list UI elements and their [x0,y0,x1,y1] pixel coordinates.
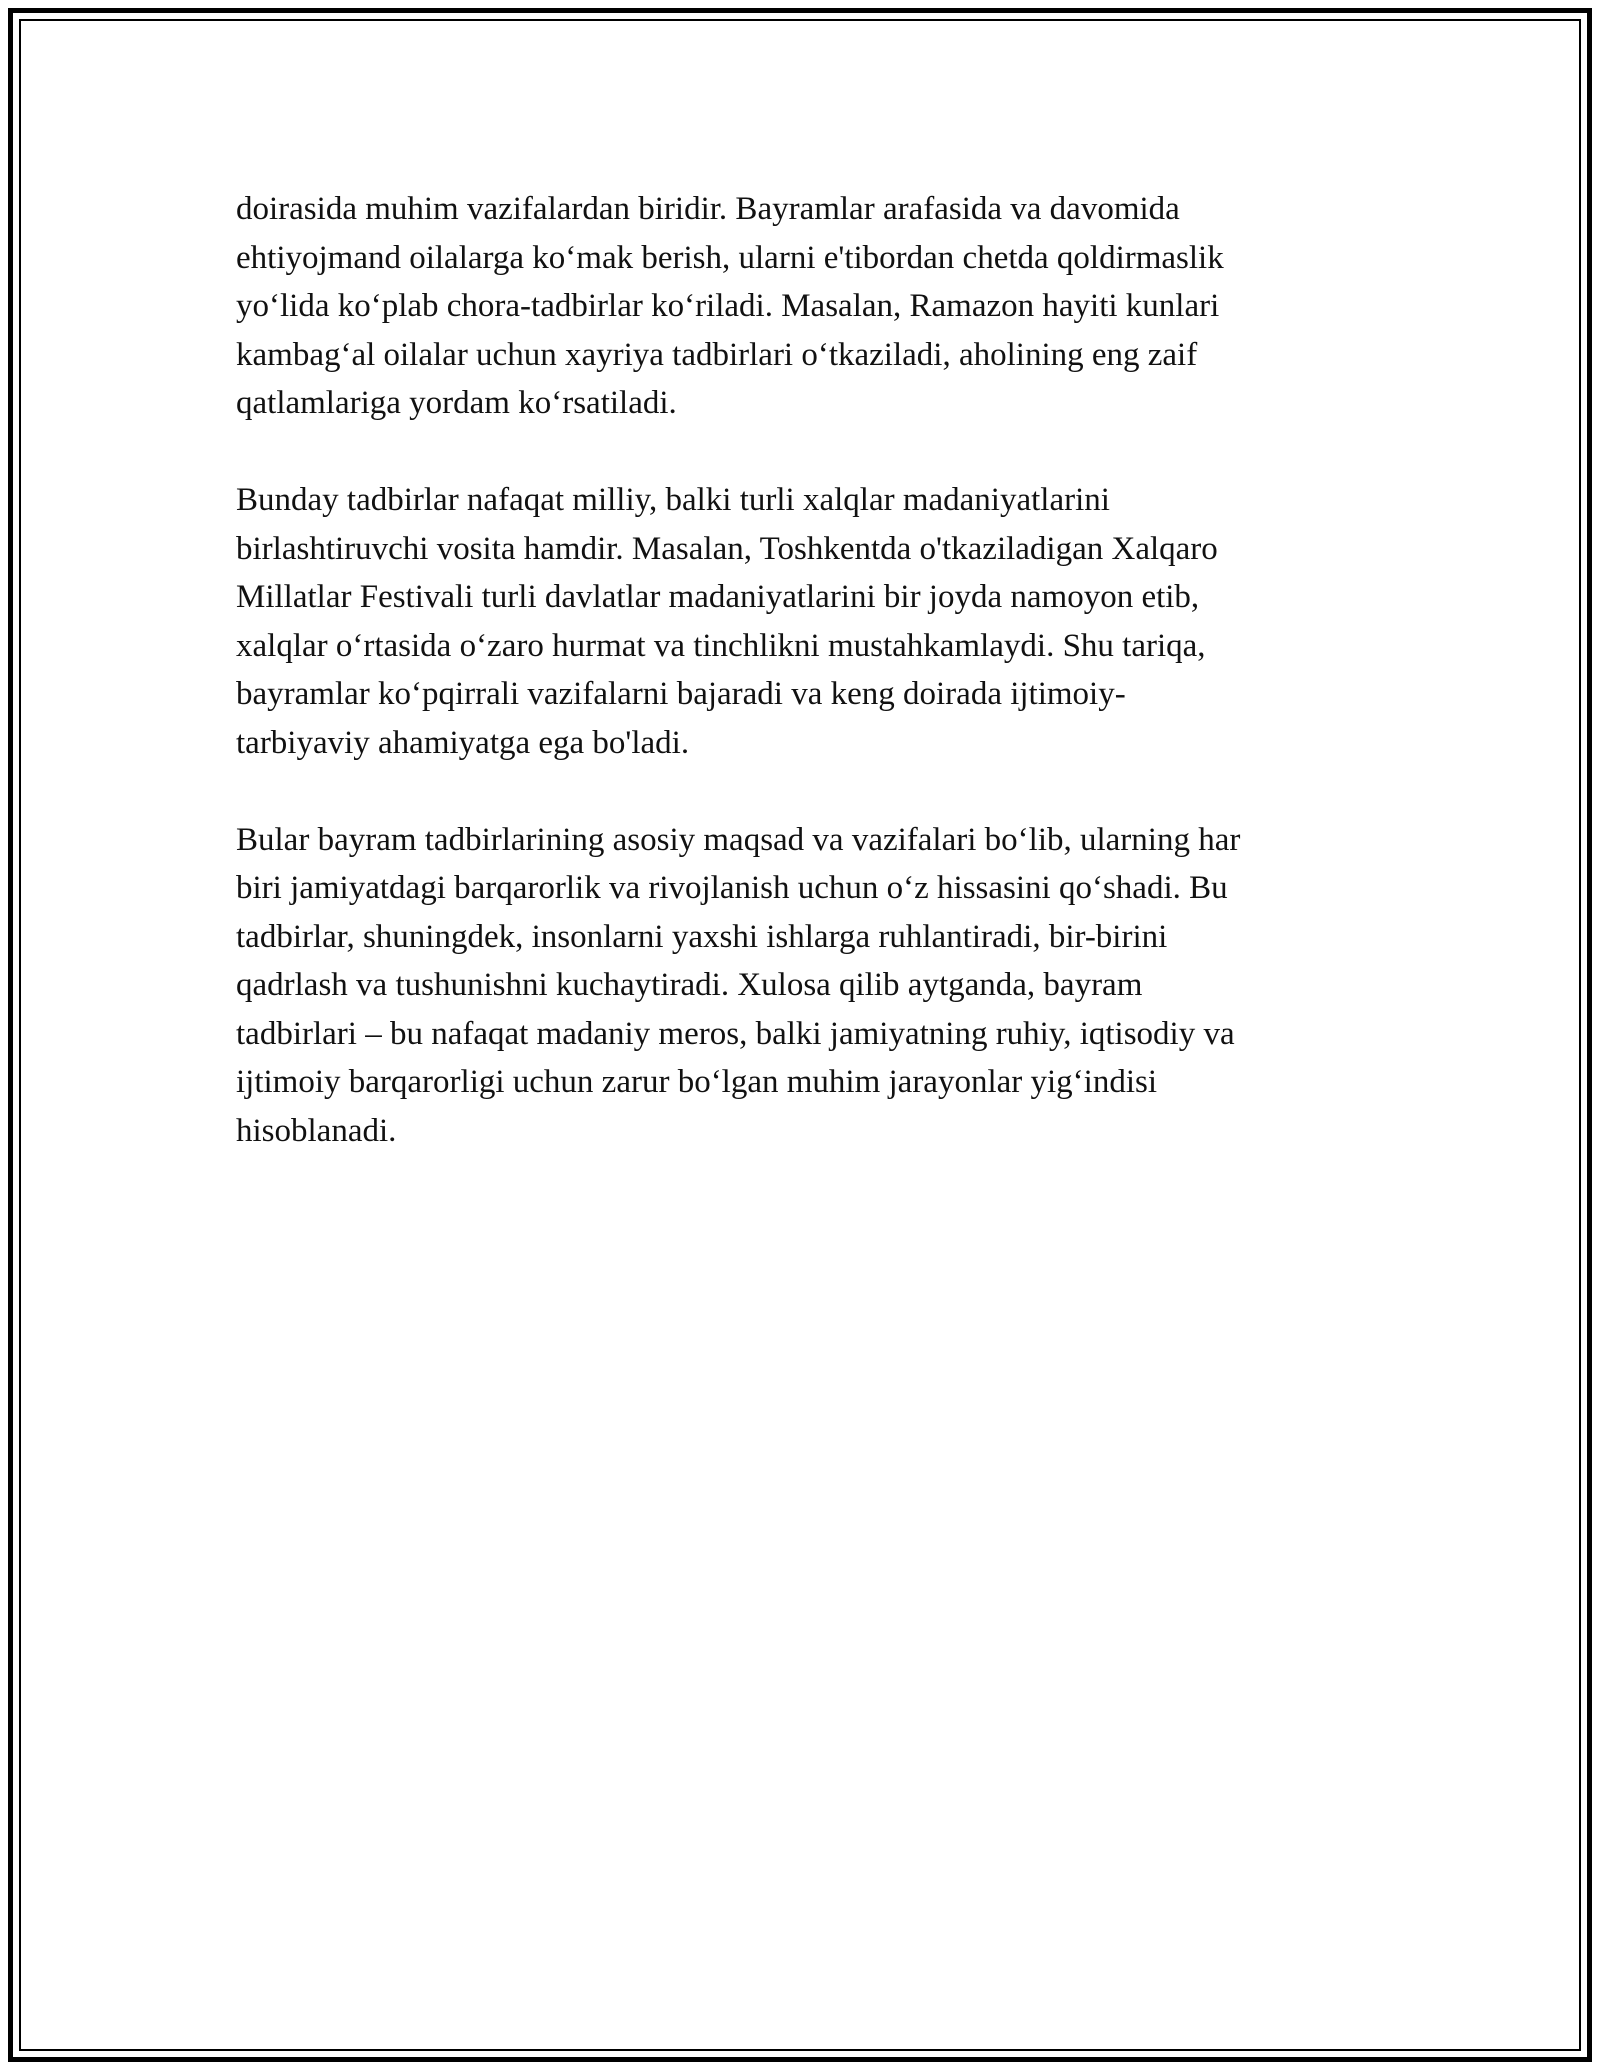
text-line: yo‘lida ko‘plab chora-tadbirlar ko‘riladi. Masalan, Ramazon hayiti kunlari [236,288,1220,324]
text-line: qatlamlariga yordam ko‘rsatiladi. [236,385,677,421]
text-line: qadrlash va tushunishni kuchaytiradi. Xulosa qilib aytganda, bayram [236,967,1143,1003]
text-line: birlashtiruvchi vosita hamdir. Masalan, Toshkentda o'tkaziladigan Xalqaro [236,530,1218,567]
text-line: Millatlar Festivali turli davlatlar madaniyatlarini bir joyda namoyon etib, [236,579,1200,615]
text-line: hisoblanadi. [236,1112,397,1149]
text-line: tadbirlari – bu nafaqat madaniy meros, balki jamiyatning ruhiy, iqtisodiy va [236,1015,1235,1052]
text-line: Bular bayram tadbirlarining asosiy maqsad va vazifalari bo‘lib, ularning har [236,821,1241,858]
text-line: xalqlar o‘rtasida o‘zaro hurmat va tinchlikni mustahkamlaydi. Shu tariqa, [236,627,1206,664]
text-line: kambag‘al oilalar uchun xayriya tadbirlari o‘tkaziladi, aholining eng zaif [236,336,1198,373]
paragraph-1 [236,185,1356,428]
paragraph-3 [236,816,1356,1156]
text-line: bayramlar ko‘pqirrali vazifalarni bajaradi va keng doirada ijtimoiy- [236,676,1126,712]
text-line: tarbiyaviy ahamiyatga ega bo'ladi. [236,724,690,761]
paragraph-2 [236,476,1356,767]
text-line: tadbirlar, shuningdek, insonlarni yaxshi ishlarga ruhlantiradi, bir-birini [236,918,1168,955]
text-line: Bunday tadbirlar nafaqat milliy, balki turli xalqlar madaniyatlarini [236,482,1110,518]
text-line: doirasida muhim vazifalardan biridir. Bayramlar arafasida va davomida [236,191,1180,227]
text-line: biri jamiyatdagi barqarorlik va rivojlanish uchun o‘z hissasini qo‘shadi. Bu [236,870,1228,906]
text-line: ehtiyojmand oilalarga ko‘mak berish, ularni e'tibordan chetda qoldirmaslik [236,239,1224,276]
document-body [236,185,1356,1204]
text-line: ijtimoiy barqarorligi uchun zarur bo‘lgan muhim jarayonlar yig‘indisi [236,1064,1158,1100]
